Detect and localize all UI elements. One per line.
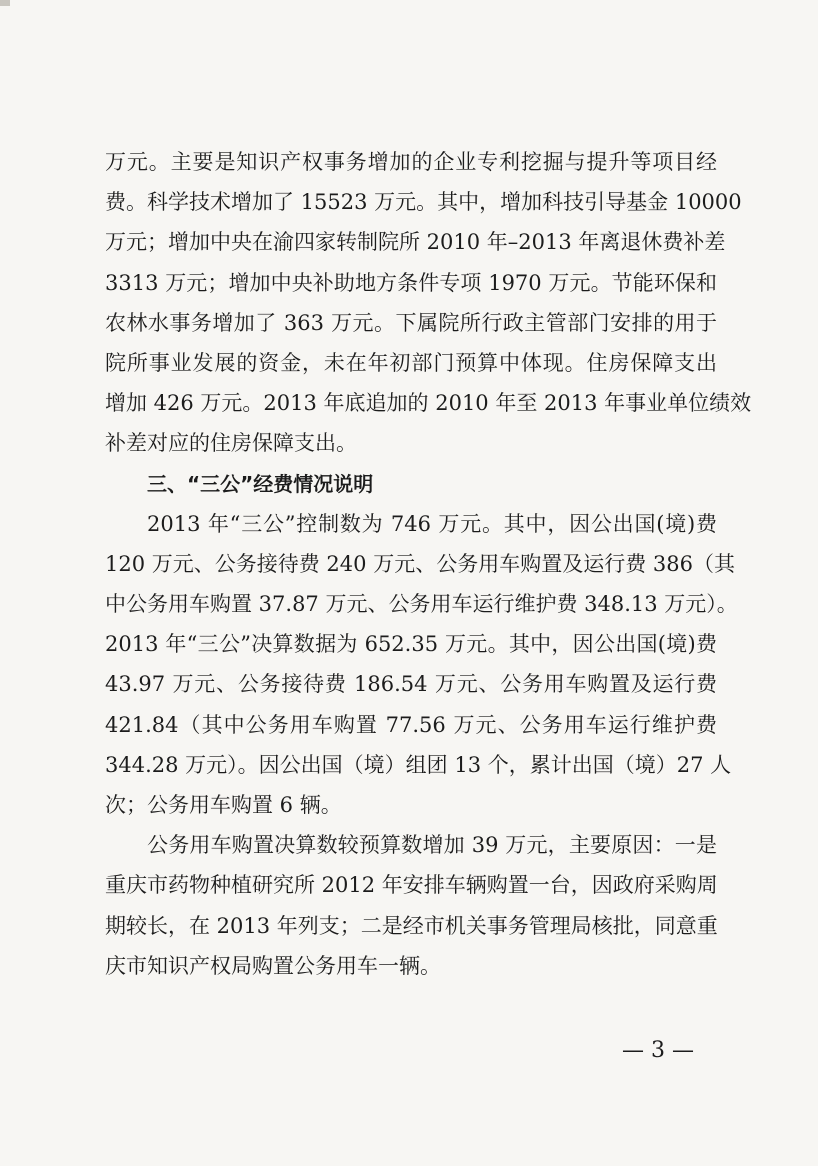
text-line: 农林水事务增加了 363 万元。下属院所行政主管部门安排的用于 (105, 310, 717, 335)
text-line: 重庆市药物种植研究所 2012 年安排车辆购置一台，因政府采购周 (105, 873, 718, 898)
text-line: 2013 年“三公”决算数据为 652.35 万元。其中，因公出国(境)费 (105, 632, 717, 657)
text-line: 庆市知识产权局购置公务用车一辆。 (105, 953, 441, 978)
text-line: 公务用车购置决算数较预算数增加 39 万元，主要原因：一是 (147, 833, 717, 858)
text-line: 2013 年“三公”控制数为 746 万元。其中，因公出国(境)费 (147, 511, 717, 536)
scan-corner-mark (0, 0, 10, 6)
text-line: 次；公务用车购置 6 辆。 (105, 793, 342, 817)
text-line: 费。科学技术增加了 15523 万元。其中，增加科技引导基金 10000 (105, 190, 742, 215)
text-line: 补差对应的住房保障支出。 (105, 431, 357, 456)
text-line: 万元；增加中央在渝四家转制院所 2010 年–2013 年离退休费补差 (105, 230, 726, 255)
text-line: 院所事业发展的资金，未在年初部门预算中体现。住房保障支出 (105, 350, 717, 375)
page-number: — 3 — (622, 1038, 694, 1063)
text-line: 中公务用车购置 37.87 万元、公务用车运行维护费 348.13 万元）。 (105, 592, 738, 617)
text-line: 120 万元、公务接待费 240 万元、公务用车购置及运行费 386（其 (105, 551, 735, 576)
document-body (105, 142, 752, 986)
text-line: 万元。主要是知识产权事务增加的企业专利挖掘与提升等项目经 (105, 150, 717, 174)
section-heading: 三、“三公”经费情况说明 (147, 471, 374, 496)
text-line: 421.84（其中公务用车购置 77.56 万元、公务用车运行维护费 (105, 712, 717, 737)
text-line: 期较长，在 2013 年列支；二是经市机关事务管理局核批，同意重 (105, 913, 718, 938)
text-line: 3313 万元；增加中央补助地方条件专项 1970 万元。节能环保和 (105, 270, 717, 295)
text-line: 增加 426 万元。2013 年底追加的 2010 年至 2013 年事业单位绩效 (105, 391, 752, 416)
text-line: 344.28 万元）。因公出国（境）组团 13 个，累计出国（境）27 人 (105, 752, 732, 777)
text-line: 43.97 万元、公务接待费 186.54 万元、公务用车购置及运行费 (105, 672, 717, 697)
